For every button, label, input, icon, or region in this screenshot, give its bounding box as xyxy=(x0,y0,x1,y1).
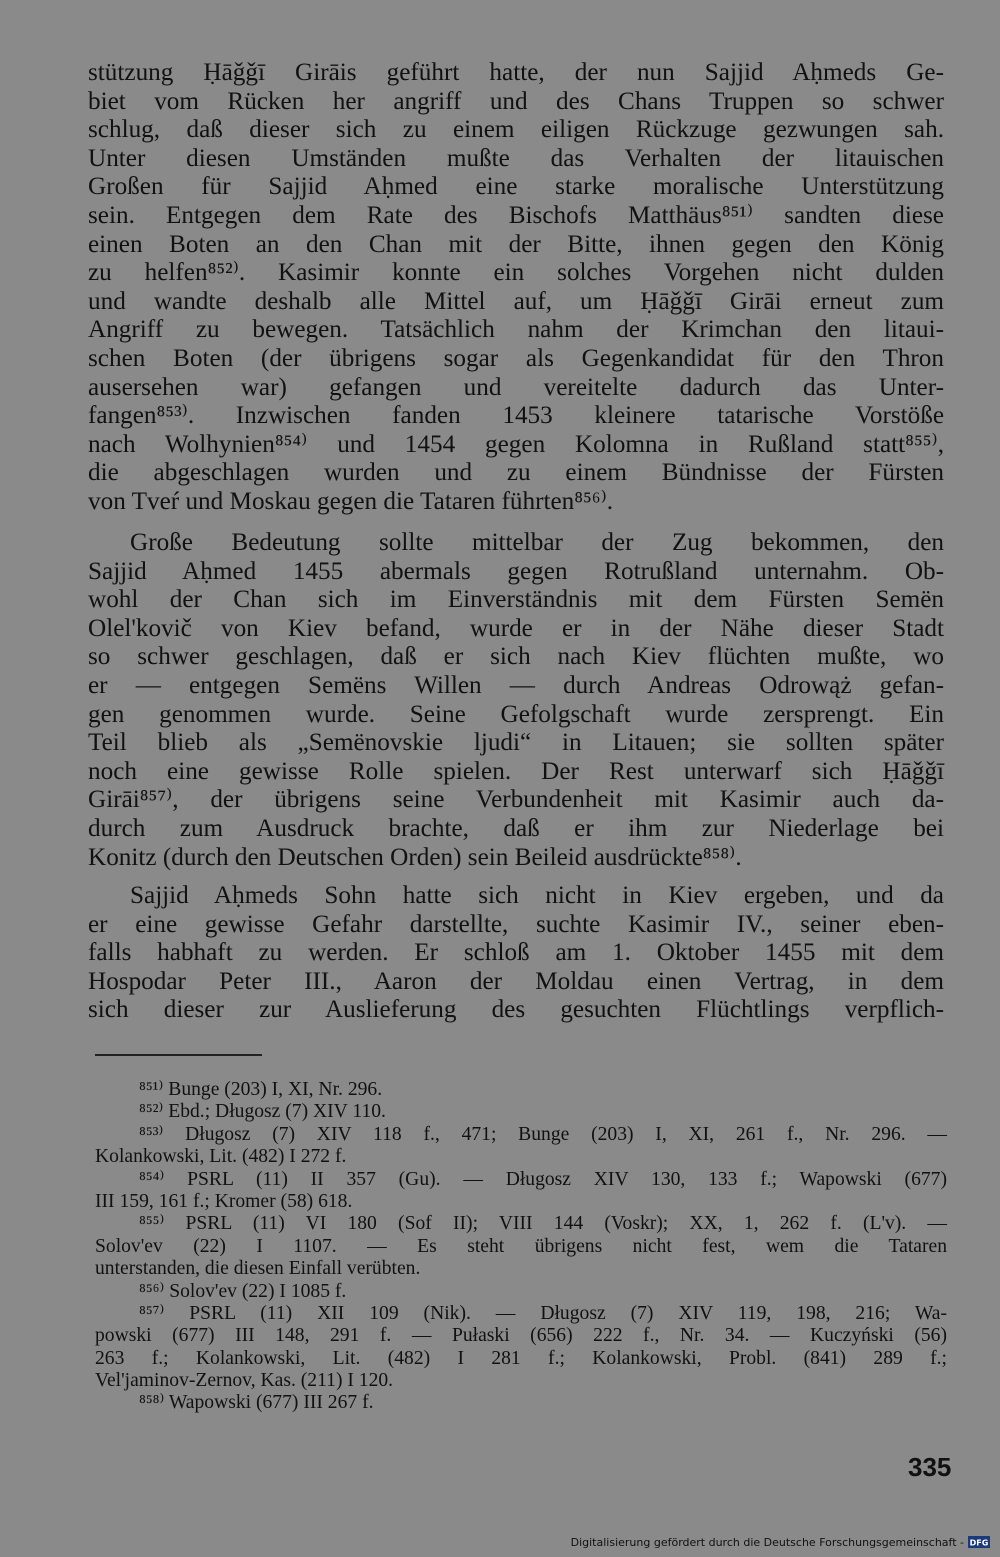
text-line: sich dieser zur Auslieferung des gesuchten Flüchtlings verpflich- xyxy=(88,996,944,1024)
text-line: einen Boten an den Chan mit der Bitte, ihnen gegen den König xyxy=(88,230,944,258)
footnote-line: Solov'ev (22) I 1107. — Es steht übrigens nicht fest, wem die Tataren xyxy=(95,1235,947,1257)
footnote-line: powski (677) III 148, 291 f. — Pułaski (656) 222 f., Nr. 34. — Kuczyński (56) xyxy=(95,1325,947,1347)
text-line: Girāi⁸⁵⁷⁾, der übrigens seine Verbundenheit mit Kasimir auch da- xyxy=(88,786,944,814)
dfg-logo-text: DFG xyxy=(969,1538,989,1548)
text-line: Hospodar Peter III., Aaron der Moldau einen Vertrag, in dem xyxy=(88,967,944,995)
text-line: Unter diesen Umständen mußte das Verhalten der litauischen xyxy=(88,144,944,172)
footnote-line: Kolankowski, Lit. (482) I 272 f. xyxy=(95,1146,347,1168)
text-line: Konitz (durch den Deutschen Orden) sein Beileid ausdrückte⁸⁵⁸⁾. xyxy=(88,843,742,871)
credit-text: Digitalisierung gefördert durch die Deutsche Forschungsgemeinschaft - xyxy=(570,1535,964,1549)
footnote-line: ⁸⁵¹⁾ Bunge (203) I, XI, Nr. 296. xyxy=(139,1079,383,1100)
text-line: durch zum Ausdruck brachte, daß er ihm zur Niederlage bei xyxy=(88,814,944,842)
text-line: zu helfen⁸⁵²⁾. Kasimir konnte ein solches Vorgehen nicht dulden xyxy=(88,259,944,287)
footnote-line: ⁸⁵⁵⁾ PSRL (11) VI 180 (Sof II); VIII 144 (Voskr); XX, 1, 262 f. (L'v). — xyxy=(139,1213,947,1235)
text-line: fangen⁸⁵³⁾. Inzwischen fanden 1453 kleinere tatarische Vorstöße xyxy=(88,402,944,430)
footnote-line: III 159, 161 f.; Kromer (58) 618. xyxy=(95,1190,353,1212)
text-line: biet vom Rücken her angriff und des Chans Truppen so schwer xyxy=(88,87,944,115)
text-line: wohl der Chan sich im Einverständnis mit dem Fürsten Semën xyxy=(88,586,944,614)
dfg-logo-icon xyxy=(968,1536,990,1548)
text-line: Sajjid Aḥmed 1455 abermals gegen Rotrußland unternahm. Ob- xyxy=(88,557,944,585)
footnote-line: 263 f.; Kolankowski, Lit. (482) I 281 f.; Kolankowski, Probl. (841) 289 f.; xyxy=(95,1347,947,1369)
text-line: von Tveŕ und Moskau gegen die Tataren führten⁸⁵⁶⁾. xyxy=(88,487,614,515)
footnote-line: ⁸⁵²⁾ Ebd.; Długosz (7) XIV 110. xyxy=(139,1101,386,1123)
text-line: so schwer geschlagen, daß er sich nach Kiev flüchten mußte, wo xyxy=(88,643,944,671)
text-line: schlug, daß dieser sich zu einem eiligen Rückzuge gezwungen sah. xyxy=(88,116,944,144)
text-line: Großen für Sajjid Aḥmed eine starke moralische Unterstützung xyxy=(88,173,944,201)
footnote-line: ⁸⁵⁴⁾ PSRL (11) II 357 (Gu). — Długosz XIV 130, 133 f.; Wapowski (677) xyxy=(139,1168,947,1190)
text-line: noch eine gewisse Rolle spielen. Der Rest unterwarf sich Ḥāǧǧī xyxy=(88,757,944,785)
text-line: Olel'kovič von Kiev befand, wurde er in der Nähe dieser Stadt xyxy=(88,614,944,642)
paragraph-1 xyxy=(88,59,944,517)
text-line: falls habhaft zu werden. Er schloß am 1. Oktober 1455 mit dem xyxy=(88,939,944,967)
paragraph-2 xyxy=(88,529,944,872)
text-line: die abgeschlagen wurden und zu einem Bündnisse der Fürsten xyxy=(88,459,944,487)
footnote-line: ⁸⁵³⁾ Długosz (7) XIV 118 f., 471; Bunge (203) I, XI, 261 f., Nr. 296. — xyxy=(139,1123,947,1145)
paragraph-3 xyxy=(88,882,944,1025)
text-line: stützung Ḥāǧǧī Girāis geführt hatte, der nun Sajjid Aḥmeds Ge- xyxy=(88,59,944,86)
page-number: 335 xyxy=(908,1452,952,1482)
footnote-line: unterstanden, die diesen Einfall verübten. xyxy=(95,1258,421,1280)
text-line: sein. Entgegen dem Rate des Bischofs Matthäus⁸⁵¹⁾ sandten diese xyxy=(88,201,944,229)
text-line: schen Boten (der übrigens sogar als Gegenkandidat für den Thron xyxy=(88,344,944,372)
text-line: Sajjid Aḥmeds Sohn hatte sich nicht in Kiev ergeben, und da xyxy=(130,882,944,909)
text-line: Große Bedeutung sollte mittelbar der Zug bekommen, den xyxy=(130,529,944,556)
footnote-line: ⁸⁵⁶⁾ Solov'ev (22) I 1085 f. xyxy=(139,1280,347,1302)
footnote-separator xyxy=(95,1054,262,1056)
footnote-line: Vel'jaminov-Zernov, Kas. (211) I 120. xyxy=(95,1370,394,1392)
text-line: gen genommen wurde. Seine Gefolgschaft wurde zersprengt. Ein xyxy=(88,700,944,728)
text-line: Angriff zu bewegen. Tatsächlich nahm der Krimchan den litaui- xyxy=(88,316,944,344)
footnote-line: ⁸⁵⁷⁾ PSRL (11) XII 109 (Nik). — Długosz (7) XIV 119, 198, 216; Wa- xyxy=(139,1302,947,1324)
text-line: und wandte deshalb alle Mittel auf, um Ḥāǧǧī Girāi erneut zum xyxy=(88,287,944,315)
footnotes xyxy=(95,1079,947,1415)
text-line: Teil blieb als „Semënovskie ljudi“ in Litauen; sie sollten später xyxy=(88,729,944,757)
digitization-credit xyxy=(571,1534,990,1550)
text-line: ausersehen war) gefangen und vereitelte dadurch das Unter- xyxy=(88,373,944,401)
text-line: er — entgegen Semëns Willen — durch Andreas Odrowąż gefan- xyxy=(88,671,944,699)
footnote-line: ⁸⁵⁸⁾ Wapowski (677) III 267 f. xyxy=(139,1392,374,1414)
text-line: nach Wolhynien⁸⁵⁴⁾ und 1454 gegen Kolomna in Rußland statt⁸⁵⁵⁾, xyxy=(88,430,944,458)
text-line: er eine gewisse Gefahr darstellte, suchte Kasimir IV., seiner eben- xyxy=(88,910,944,938)
